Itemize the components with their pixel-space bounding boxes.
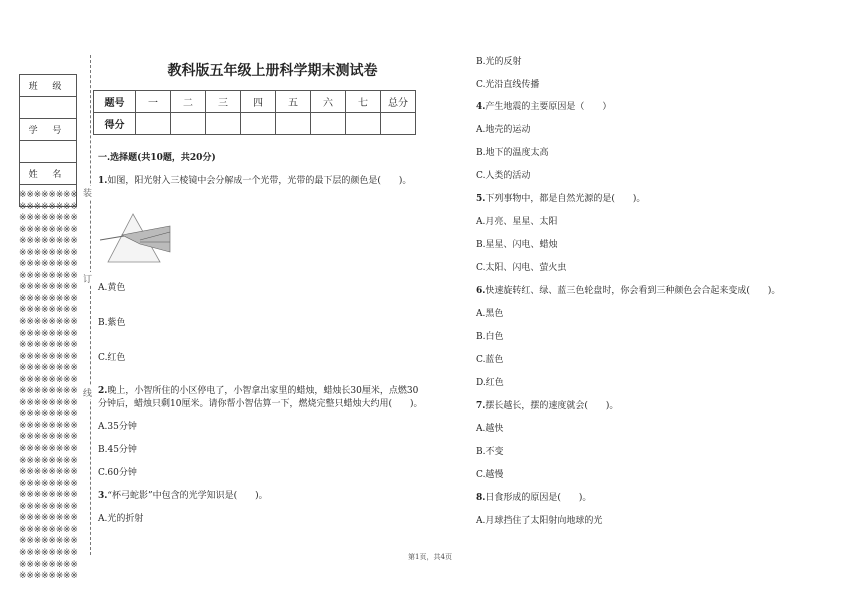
hatch-row: ※※※※※※※※ — [19, 524, 78, 535]
hatch-row: ※※※※※※※※ — [19, 455, 78, 466]
q3-option-b[interactable]: B.光的反射 — [476, 57, 522, 67]
question-number: 3. — [98, 491, 108, 501]
question-number: 8. — [476, 493, 486, 503]
section-heading: 一.选择题(共10题，共20分) — [98, 153, 216, 163]
score-row-label: 得分 — [94, 113, 136, 135]
prism-illustration-icon — [100, 212, 172, 264]
score-header-label: 题号 — [94, 91, 136, 113]
q6-option-a[interactable]: A.黑色 — [476, 309, 504, 319]
hatch-row: ※※※※※※※※ — [19, 571, 78, 582]
q1-option-c[interactable]: C.红色 — [98, 353, 126, 363]
name-label: 姓 名 — [20, 163, 77, 185]
hatch-row: ※※※※※※※※ — [19, 513, 78, 524]
q7-option-a[interactable]: A.越快 — [476, 424, 504, 434]
hatch-row: ※※※※※※※※ — [19, 467, 78, 478]
number-field[interactable] — [20, 141, 77, 163]
question-text: 摆长越长，摆的速度就会( )。 — [485, 401, 619, 411]
question-number: 4. — [476, 102, 486, 112]
question-7 — [476, 400, 618, 413]
class-field[interactable] — [20, 97, 77, 119]
question-number: 7. — [476, 401, 486, 411]
q7-option-b[interactable]: B.不变 — [476, 447, 504, 457]
question-1 — [98, 175, 411, 188]
q7-option-c[interactable]: C.越慢 — [476, 470, 504, 480]
q2-option-b[interactable]: B.45分钟 — [98, 445, 137, 455]
binding-char-ding: 订 — [83, 272, 92, 285]
page-footer: 第1页，共4页 — [408, 553, 452, 561]
hatch-row: ※※※※※※※※ — [19, 236, 78, 247]
score-header-cell: 六 — [311, 91, 346, 113]
hatch-row: ※※※※※※※※ — [19, 444, 78, 455]
question-3 — [98, 490, 268, 503]
hatch-row: ※※※※※※※※ — [19, 374, 78, 385]
q2-option-c[interactable]: C.60分钟 — [98, 468, 137, 478]
question-text: “杯弓蛇影”中包含的光学知识是( )。 — [107, 491, 268, 501]
q6-option-d[interactable]: D.红色 — [476, 378, 504, 388]
score-header-cell: 一 — [136, 91, 171, 113]
hatch-row: ※※※※※※※※ — [19, 340, 78, 351]
question-text: 下列事物中，都是自然光源的是( )。 — [485, 194, 646, 204]
question-text-line1: 晚上，小智所住的小区停电了，小智拿出家里的蜡烛，蜡烛长30厘米，点燃30 — [107, 386, 419, 396]
q8-option-a[interactable]: A.月球挡住了太阳射向地球的光 — [476, 516, 603, 526]
q4-option-c[interactable]: C.人类的活动 — [476, 171, 531, 181]
score-header-cell: 二 — [171, 91, 206, 113]
hatch-row: ※※※※※※※※ — [19, 224, 78, 235]
score-header-cell: 三 — [206, 91, 241, 113]
score-cell[interactable] — [136, 113, 171, 135]
q5-option-c[interactable]: C.太阳、闪电、萤火虫 — [476, 263, 567, 273]
hatch-row: ※※※※※※※※ — [19, 282, 78, 293]
class-label: 班 级 — [20, 75, 77, 97]
hatch-row: ※※※※※※※※ — [19, 201, 78, 212]
hatch-row: ※※※※※※※※ — [19, 247, 78, 258]
q1-option-b[interactable]: B.紫色 — [98, 318, 126, 328]
score-header-cell: 五 — [276, 91, 311, 113]
q2-option-a[interactable]: A.35分钟 — [98, 422, 137, 432]
question-2 — [98, 385, 418, 398]
hatch-row: ※※※※※※※※ — [19, 409, 78, 420]
score-header-cell: 七 — [346, 91, 381, 113]
score-header-total: 总分 — [381, 91, 416, 113]
question-number: 2. — [98, 386, 108, 396]
hatch-row: ※※※※※※※※ — [19, 213, 78, 224]
number-label: 学 号 — [20, 119, 77, 141]
score-cell[interactable] — [276, 113, 311, 135]
binding-char-xian: 线 — [83, 386, 92, 399]
hatch-row: ※※※※※※※※ — [19, 259, 78, 270]
question-4 — [476, 101, 611, 114]
q4-option-a[interactable]: A.地壳的运动 — [476, 125, 531, 135]
hatch-row: ※※※※※※※※ — [19, 478, 78, 489]
question-text: 产生地震的主要原因是（ ） — [485, 102, 612, 112]
hatch-row: ※※※※※※※※ — [19, 351, 78, 362]
hatch-row: ※※※※※※※※ — [19, 305, 78, 316]
hatch-row: ※※※※※※※※ — [19, 490, 78, 501]
q3-option-a[interactable]: A.光的折射 — [98, 514, 144, 524]
q4-option-b[interactable]: B.地下的温度太高 — [476, 148, 549, 158]
question-text: 快速旋转红、绿、蓝三色轮盘时，你会看到三种颜色会合起来变成( )。 — [485, 286, 781, 296]
score-cell[interactable] — [206, 113, 241, 135]
score-cell[interactable] — [381, 113, 416, 135]
q6-option-b[interactable]: B.白色 — [476, 332, 504, 342]
hatch-row: ※※※※※※※※ — [19, 420, 78, 431]
hatch-row: ※※※※※※※※ — [19, 432, 78, 443]
q5-option-a[interactable]: A.月亮、星星、太阳 — [476, 217, 558, 227]
question-number: 1. — [98, 176, 108, 186]
score-header-cell: 四 — [241, 91, 276, 113]
question-8 — [476, 492, 591, 505]
hatch-row: ※※※※※※※※ — [19, 559, 78, 570]
decorative-hatch-column — [19, 190, 79, 585]
hatch-row: ※※※※※※※※ — [19, 547, 78, 558]
q5-option-b[interactable]: B.星星、闪电、蜡烛 — [476, 240, 558, 250]
question-number: 5. — [476, 194, 486, 204]
score-table — [93, 90, 416, 135]
question-number: 6. — [476, 286, 486, 296]
score-cell[interactable] — [241, 113, 276, 135]
question-text: 日食形成的原因是( )。 — [485, 493, 592, 503]
q6-option-c[interactable]: C.蓝色 — [476, 355, 504, 365]
hatch-row: ※※※※※※※※ — [19, 501, 78, 512]
binding-char-zhuang: 装 — [83, 186, 92, 199]
hatch-row: ※※※※※※※※ — [19, 536, 78, 547]
score-cell[interactable] — [346, 113, 381, 135]
question-text: 如图，阳光射入三棱镜中会分解成一个光带，光带的最下层的颜色是( )。 — [107, 176, 412, 186]
score-cell[interactable] — [171, 113, 206, 135]
hatch-row: ※※※※※※※※ — [19, 363, 78, 374]
hatch-row: ※※※※※※※※ — [19, 317, 78, 328]
score-cell[interactable] — [311, 113, 346, 135]
question-text-line2: 分钟后，蜡烛只剩10厘米。请你帮小智估算一下，燃烧完整只蜡烛大约用( )。 — [98, 399, 423, 409]
hatch-row: ※※※※※※※※ — [19, 293, 78, 304]
hatch-row: ※※※※※※※※ — [19, 386, 78, 397]
question-5 — [476, 193, 645, 206]
hatch-row: ※※※※※※※※ — [19, 397, 78, 408]
student-info-box — [19, 74, 77, 207]
hatch-row: ※※※※※※※※ — [19, 270, 78, 281]
page-title: 教科版五年级上册科学期末测试卷 — [167, 63, 378, 79]
hatch-row: ※※※※※※※※ — [19, 190, 78, 200]
binding-line — [90, 55, 91, 555]
question-6 — [476, 285, 780, 298]
q3-option-c[interactable]: C.光沿直线传播 — [476, 80, 540, 90]
hatch-row: ※※※※※※※※ — [19, 328, 78, 339]
q1-option-a[interactable]: A.黄色 — [98, 283, 126, 293]
